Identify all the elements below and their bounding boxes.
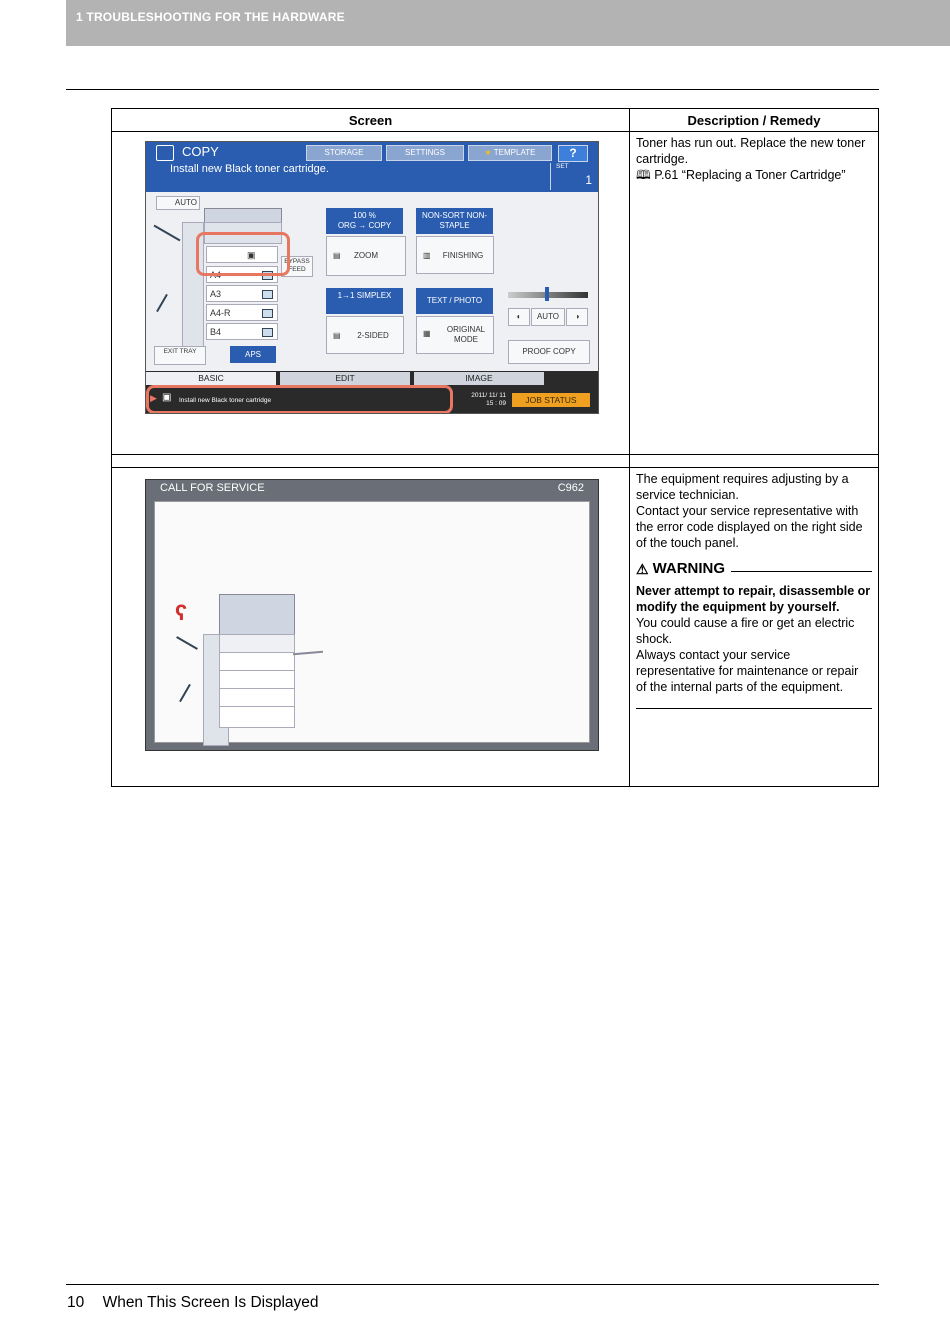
finisher-illustration (148, 202, 203, 342)
status-highlight (146, 385, 453, 414)
paper-icon (262, 290, 273, 299)
drawer-illustration (219, 706, 295, 728)
paper-icon (262, 328, 273, 337)
divider (66, 89, 879, 90)
warning-icon: ⚠ (636, 561, 649, 577)
density-slider-knob[interactable] (545, 287, 549, 301)
toner-highlight (196, 232, 290, 276)
duplex-icon: ▤ (333, 331, 341, 340)
reference-text: P.61 “Replacing a Toner Cartridge” (654, 168, 846, 182)
warning-header (636, 561, 872, 577)
set-value: 1 (585, 173, 592, 187)
set-count (550, 163, 598, 190)
date: 2011/ 11/ 11 (471, 392, 506, 399)
settings-button[interactable]: SETTINGS (386, 145, 464, 161)
section-header (66, 0, 950, 46)
template-label: TEMPLATE (493, 148, 536, 157)
footer-title: When This Screen Is Displayed (102, 1294, 319, 1311)
service-panel (154, 501, 590, 743)
star-icon: ★ (484, 148, 494, 157)
bypass-tray-illustration (293, 651, 323, 656)
zoom-icon: ▤ (333, 251, 341, 260)
toner-icon: ▣ (247, 250, 256, 260)
original-mode-button[interactable] (416, 316, 494, 354)
warning-end-rule (636, 708, 872, 709)
template-button[interactable] (468, 145, 552, 161)
printer-body-illustration (219, 634, 295, 654)
time: 15 : 09 (486, 400, 506, 407)
tray-a4-r[interactable] (206, 304, 278, 321)
finisher-illustration (175, 622, 225, 732)
original-mode-label: ORIGINAL MODE (446, 325, 486, 344)
finishing-label: FINISHING (442, 251, 484, 260)
zoom-percent: 100 % (353, 211, 376, 220)
finishing-button[interactable] (416, 236, 494, 274)
proof-copy-button[interactable]: PROOF COPY (508, 340, 590, 364)
table-row-spacer (112, 455, 879, 468)
toner-message: Install new Black toner cartridge. (170, 163, 329, 175)
aps-button[interactable]: APS (230, 346, 276, 363)
density-light-button[interactable] (508, 308, 530, 326)
table-row (112, 132, 879, 455)
storage-button[interactable]: STORAGE (306, 145, 382, 161)
status-message: Install new Black toner cartridge (179, 397, 272, 404)
copy-icon (156, 145, 174, 161)
column-header-description: Description / Remedy (630, 109, 879, 132)
toner-status-icon: ▣ (162, 392, 172, 403)
tray-a3[interactable] (206, 285, 278, 302)
message-bar (146, 161, 598, 192)
density-dark-button[interactable] (566, 308, 588, 326)
warning-title: WARNING (652, 560, 726, 577)
tab-edit[interactable]: EDIT (280, 372, 410, 385)
error-code: C962 (557, 482, 584, 494)
screen-cell (112, 132, 630, 455)
page-number: 10 (67, 1294, 85, 1311)
warning-bold-text: Never attempt to repair, disassemble or modify the equipment by yourself. (636, 584, 871, 614)
service-title: CALL FOR SERVICE (160, 482, 265, 494)
tray-b4[interactable] (206, 323, 278, 340)
description-cell (630, 468, 879, 787)
help-button[interactable]: ? (558, 145, 588, 162)
bypass-feed-button[interactable]: BYPASS FEED (281, 256, 313, 277)
job-status-button[interactable]: JOB STATUS (512, 393, 590, 407)
copy-topbar (146, 142, 598, 192)
table-header-row (112, 109, 879, 132)
duplex-info: 1→1 SIMPLEX (326, 288, 403, 314)
reference-link[interactable] (636, 167, 872, 183)
toner-description: Toner has run out. Replace the new toner cartridge. (636, 136, 866, 166)
finishing-icon: ▥ (423, 251, 431, 260)
wrench-icon: ʕ (175, 600, 188, 625)
two-sided-button[interactable] (326, 316, 404, 354)
tab-basic[interactable]: BASIC (146, 372, 276, 385)
exit-tray-button[interactable]: EXIT TRAY (154, 346, 206, 365)
tray-a3-label: A3 (210, 289, 222, 299)
copy-title: COPY (182, 144, 219, 159)
section-title: 1 TROUBLESHOOTING FOR THE HARDWARE (76, 10, 345, 24)
page-footer (67, 1294, 319, 1312)
drawer-illustration (219, 652, 295, 671)
tray-a4-label: A4 (210, 270, 222, 280)
set-label: SET (556, 163, 569, 170)
warning-text: You could cause a fire or get an electric shock. (636, 616, 855, 646)
book-icon: 🕮 (636, 168, 655, 182)
tray-a4r-label: A4-R (210, 308, 231, 318)
service-contact: Contact your service representative with the error code displayed on the right side of the touch panel. (636, 504, 863, 550)
copy-screen (145, 141, 599, 414)
warning-rule (731, 571, 872, 572)
datetime (464, 392, 506, 408)
table-row (112, 468, 879, 787)
dark-icon: ◑ (574, 312, 580, 321)
auto-paper-button[interactable]: AUTO (156, 196, 200, 210)
drawer-illustration (219, 688, 295, 707)
warning-text: Always contact your service representative for maintenance or repair of the internal parts of the equipment. (636, 648, 859, 694)
service-description: The equipment requires adjusting by a service technician. (636, 472, 849, 502)
zoom-direction: ORG → COPY (337, 221, 392, 230)
column-header-screen: Screen (112, 109, 630, 132)
drawer-illustration (219, 670, 295, 689)
tab-image[interactable]: IMAGE (414, 372, 544, 385)
two-sided-label: 2-SIDED (357, 331, 389, 340)
zoom-info (326, 208, 403, 234)
mode-info: TEXT / PHOTO (416, 288, 493, 314)
zoom-button[interactable] (326, 236, 406, 276)
troubleshooting-table (111, 108, 879, 787)
footer-divider (66, 1284, 879, 1285)
bottom-tabs (146, 371, 598, 386)
arrow-icon: ▶ (150, 393, 157, 403)
scanner-illustration (219, 594, 295, 636)
finishing-info: NON-SORT NON-STAPLE (416, 208, 493, 234)
density-auto-button[interactable]: AUTO (531, 308, 565, 326)
zoom-label: ZOOM (354, 251, 378, 260)
screen-cell (112, 468, 630, 787)
description-cell (630, 132, 879, 455)
light-icon: ◐ (516, 312, 522, 321)
tray-b4-label: B4 (210, 327, 222, 337)
paper-icon (262, 309, 273, 318)
original-mode-icon: ▦ (423, 329, 431, 338)
service-screen (145, 479, 599, 751)
